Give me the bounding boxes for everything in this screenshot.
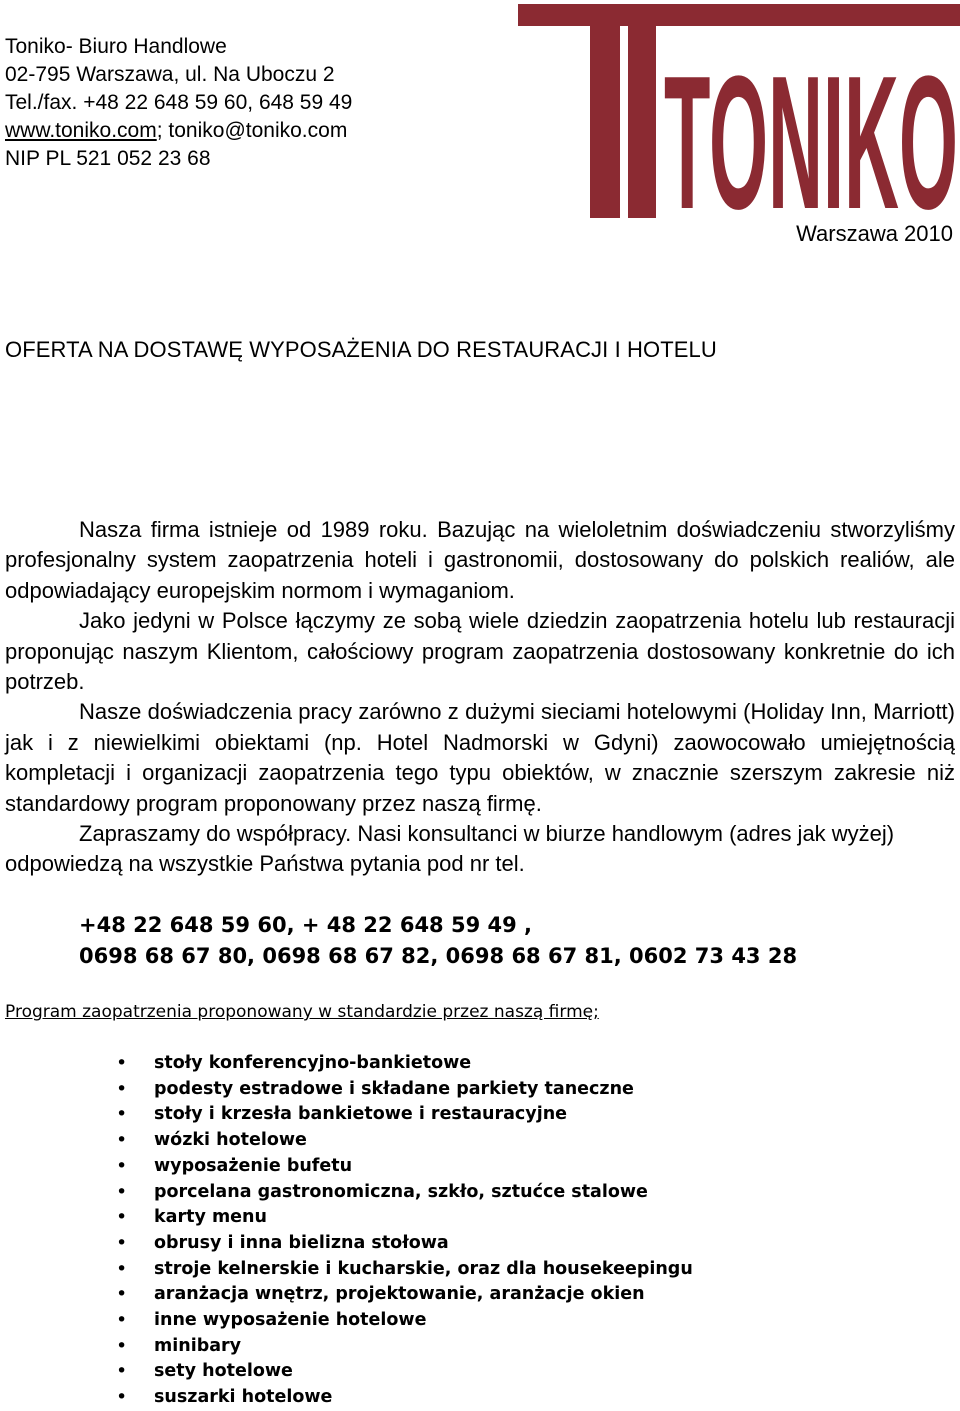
offer-title: OFERTA NA DOSTAWĘ WYPOSAŻENIA DO RESTAURACJI I HOTELU xyxy=(5,337,717,362)
bullet: • xyxy=(116,1154,128,1177)
invitation-lead: Zapraszamy do współpracy. xyxy=(79,821,352,847)
logo-wordmark: TONIKO xyxy=(664,37,958,218)
program-heading: Program zaopatrzenia proponowany w standardzie przez naszą firmę; xyxy=(5,1002,599,1022)
phone-line-1: +48 22 648 59 60, + 48 22 648 59 49 , xyxy=(79,913,533,937)
company-address-block xyxy=(5,33,352,173)
list-item: • stroje kelnerskie i kucharskie, oraz dla housekeepingu xyxy=(0,1257,693,1283)
list-item: • obrusy i inna bielizna stołowa xyxy=(0,1231,693,1257)
bullet: • xyxy=(116,1129,128,1152)
experience-paragraph: Nasze doświadczenia pracy zarówno z dużymi sieciami hotelowymi (Holiday Inn, Marriott) jak i z niewielkimi obiektami (np. Hotel Nadmorski w Gdyni) zaowocowało umiejętnością kompletacji i organizacji zaopatrzenia tego typu obiektów, w znacznie szerszym zakresie niż standardowy program proponowany przez naszą firmę. xyxy=(5,699,955,816)
contact-separator: ; xyxy=(156,119,163,142)
list-item: • stoły konferencyjno-bankietowe xyxy=(0,1051,693,1077)
intro-paragraph: Nasza firma istnieje od 1989 roku. Bazując na wieloletnim doświadczeniu stworzyliśmy profesjonalny system zaopatrzenia hoteli i gastronomii, dostosowany do polskich realiów, ale odpowiadający europejskim normom i wymaganiom. xyxy=(5,517,955,603)
list-item: • suszarki hotelowe xyxy=(0,1385,693,1411)
invitation-paragraph xyxy=(5,819,955,880)
bullet: • xyxy=(116,1360,128,1383)
list-item: • karty menu xyxy=(0,1205,693,1231)
program-list xyxy=(0,1051,693,1411)
company-name: Toniko- Biuro Handlowe xyxy=(5,35,227,58)
website-link[interactable]: www.toniko.com xyxy=(5,119,157,142)
contact-line xyxy=(5,117,352,145)
bullet: • xyxy=(116,1103,128,1126)
list-item: • aranżacja wnętrz, projektowanie, aranżacje okien xyxy=(0,1282,693,1308)
bullet: • xyxy=(116,1386,128,1409)
list-item: • minibary xyxy=(0,1334,693,1360)
list-item: • stoły i krzesła bankietowe i restauracyjne xyxy=(0,1102,693,1128)
date-line: Warszawa 2010 xyxy=(796,221,953,246)
bullet: • xyxy=(116,1077,128,1100)
logo-left-stem xyxy=(590,24,620,218)
phone-numbers xyxy=(79,910,797,971)
offer-body xyxy=(5,515,955,880)
bullet: • xyxy=(116,1283,128,1306)
list-item: • inne wyposażenie hotelowe xyxy=(0,1308,693,1334)
bullet: • xyxy=(116,1231,128,1254)
bullet: • xyxy=(116,1257,128,1280)
bullet: • xyxy=(116,1052,128,1074)
scope-paragraph: Jako jedyni w Polsce łączymy ze sobą wiele dziedzin zaopatrzenia hotelu lub restauracji proponując naszym Klientom, całościowy program zaopatrzenia dostosowany konkretnie do ich potrzeb. xyxy=(5,608,955,695)
phone-line-2: 0698 68 67 80, 0698 68 67 82, 0698 68 67 81, 0602 73 43 28 xyxy=(79,943,798,968)
tax-id: NIP PL 521 052 23 68 xyxy=(5,147,211,170)
toniko-logo xyxy=(516,4,960,218)
list-item: • sety hotelowe xyxy=(0,1359,693,1385)
list-item: • wyposażenie bufetu xyxy=(0,1154,693,1180)
phone-fax: Tel./fax. +48 22 648 59 60, 648 59 49 xyxy=(5,91,353,114)
bullet: • xyxy=(116,1334,128,1357)
bullet: • xyxy=(116,1206,128,1229)
list-item: • podesty estradowe i składane parkiety taneczne xyxy=(0,1077,693,1103)
bullet: • xyxy=(116,1309,128,1332)
logo-right-stem xyxy=(628,24,656,218)
street-address: 02-795 Warszawa, ul. Na Uboczu 2 xyxy=(5,63,335,86)
list-item: • wózki hotelowe xyxy=(0,1128,693,1154)
logo-top-bar xyxy=(518,4,960,26)
email-address: toniko@toniko.com xyxy=(168,119,348,142)
bullet: • xyxy=(116,1180,128,1203)
list-item: • porcelana gastronomiczna, szkło, sztućce stalowe xyxy=(0,1180,693,1206)
invitation-rest: Nasi konsultanci w biurze handlowym (adres jak wyżej) odpowiedzą na wszystkie Państwa pytania pod nr tel. xyxy=(5,821,895,877)
